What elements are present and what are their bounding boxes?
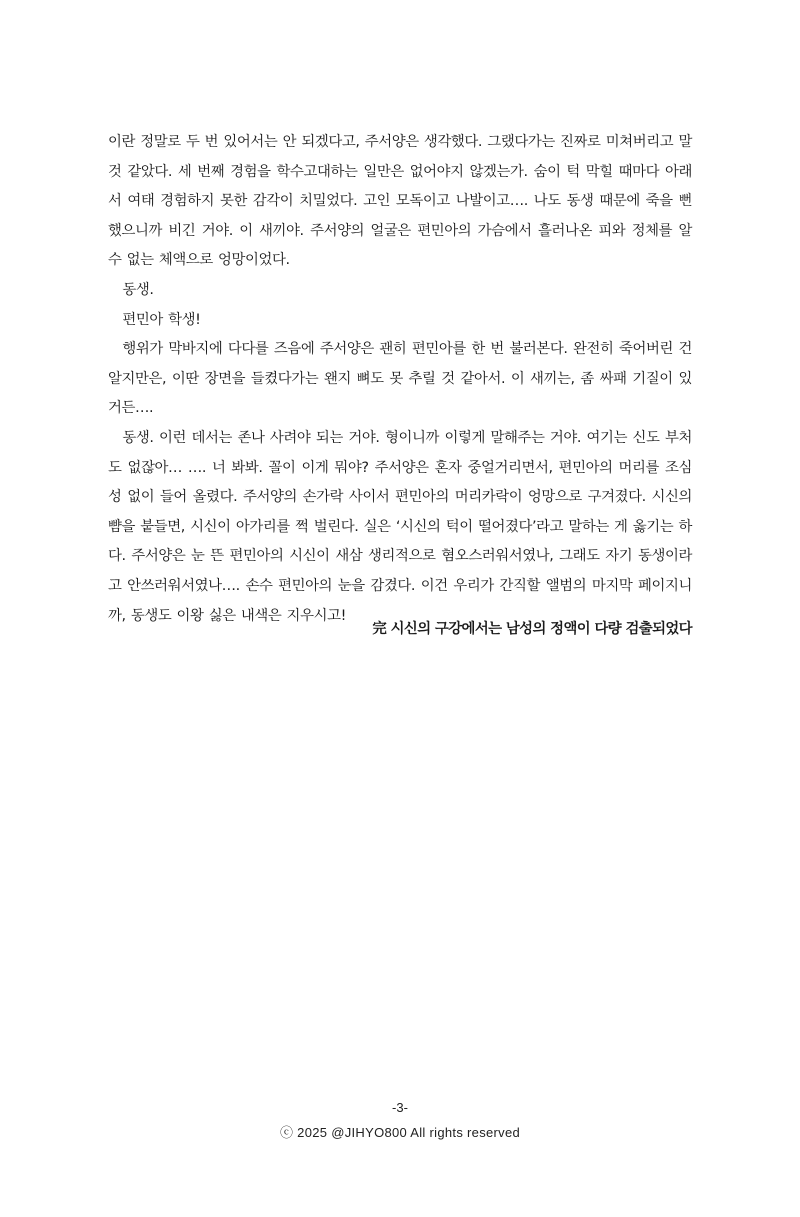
paragraph: 이란 정말로 두 번 있어서는 안 되겠다고, 주서양은 생각했다. 그랬다가는 진짜로 미쳐버리고 말 것 같았다. 세 번째 경험을 학수고대하는 일만은 없어야지 않겠는가. 숨이 턱 막힐 때마다 아래서 여태 경험하지 못한 감각이 치밀었다. 고인 모독이고 나발이고…. 나도 동생 때문에 죽을 뻔했으니까 비긴 거야. 이 새끼야. 주서양의 얼굴은 편민아의 가슴에서 흘러나온 피와 정체를 알 수 없는 체액으로 엉망이었다.: [108, 134, 692, 269]
paragraph: 동생.: [122, 281, 154, 298]
page-number: -3-: [392, 1100, 408, 1115]
paragraph: 동생. 이런 데서는 존나 사려야 되는 거야. 형이니까 이렇게 말해주는 거야. 여기는 신도 부처도 없잖아… …. 너 봐봐. 꼴이 이게 뭐야? 주서양은 혼자 중얼거리면서, 편민아의 머리를 조심성 없이 들어 올렸다. 주서양의 손가락 사이서 편민아의 머리카락이 엉망으로 구겨졌다. 시신의 뺨을 붙들면, 시신이 아가리를 쩍 벌린다. 실은 ‘시신의 턱이 떨어졌다’라고 말하는 게 옳기는 하다. 주서양은 눈 뜬 편민아의 시신이 새삼 생리적으로 혐오스러워서였나, 그래도 자기 동생이라고 안쓰러워서였나…. 손수 편민아의 눈을 감겼다. 이건 우리가 간직할 앨범의 마지막 페이지니까, 동생도 이왕 싫은 내색은 지우시고!: [108, 429, 692, 624]
paragraph: 편민아 학생!: [122, 311, 201, 328]
paragraph: 행위가 막바지에 다다를 즈음에 주서양은 괜히 편민아를 한 번 불러본다. 완전히 죽어버린 건 알지만은, 이딴 장면을 들켰다가는 왠지 뼈도 못 추릴 것 같아서. 이 새끼는, 좀 싸패 기질이 있거든….: [108, 341, 692, 417]
story-body: [108, 128, 692, 631]
copyright-notice: ⓒ 2025 @JIHYO800 All rights reserved: [279, 1125, 521, 1140]
closing-line: 完 시신의 구강에서는 남성의 정액이 다량 검출되었다: [372, 621, 692, 637]
